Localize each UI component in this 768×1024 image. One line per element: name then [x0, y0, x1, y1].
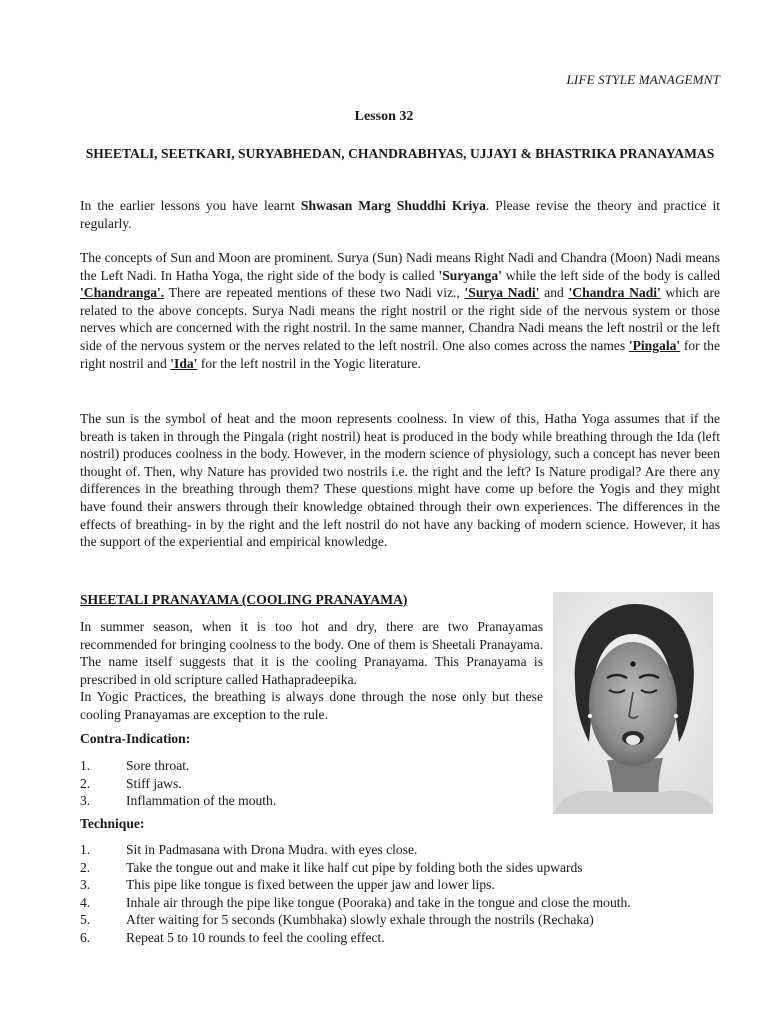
technique-heading: Technique:: [80, 816, 145, 831]
contra-indication-heading: Contra-Indication:: [80, 731, 191, 746]
list-item: 4. Inhale air through the pipe like tongue (Pooraka) and take in the tongue and close the mouth.: [80, 894, 631, 910]
list-item: 3. Inflammation of the mouth.: [80, 793, 277, 809]
page-title: SHEETALI, SEETKARI, SURYABHEDAN, CHANDRABHYAS, UJJAYI & BHASTRIKA PRANAYAMAS: [85, 146, 715, 161]
list-item: 6. Repeat 5 to 10 rounds to feel the cooling effect.: [80, 929, 385, 945]
list-item: 1. Sore throat.: [80, 758, 190, 773]
list-item: 2. Take the tongue out and make it like half cut pipe by folding both the sides upwards: [80, 859, 583, 875]
list-item: 5. After waiting for 5 seconds (Kumbhaka) slowly exhale through the nostrils (Rechaka): [80, 912, 594, 928]
concepts-paragraph: The concepts of Sun and Moon are prominent. Surya (Sun) Nadi means Right Nadi and Chandra (Moon) Nadi means the Left Nadi. In Hatha Yoga, the right side of the body is called 'Suryanga' while the left side of the body is called 'Chandranga'. There are repeated mentions of these two Nadi viz., 'Surya Nadi' and 'Chandra Nadi' which are related to the above concepts. Surya Nadi means the right nostril or the right side of the nervous system or those nerves which are concerned with the right nostril. In the same manner, Chandra Nadi means the left nostril or the left side of the nervous system or the nerves related to the left nostril. One also comes across the names 'Pingala' for the right nostril and 'Ida' for the left nostril in the Yogic literature.: [80, 250, 721, 371]
lesson-number: Lesson 32: [354, 109, 414, 124]
sun-moon-paragraph: The sun is the symbol of heat and the moon represents coolness. In view of this, Hatha Yoga assumes that if the breath is taken in through the Pingala (right nostril) heat is produced in the body while breathing through the Ida (left nostril) produces coolness in the body. However, in the modern science of physiology, such a concept has never been thought of. Then, why Nature has provided two nostrils i.e. the right and the left? Is Nature prodigal? Are there any differences in the breathing through them? These questions might have come up before the Yogis and they might have found their answers through their knowledge obtained through their own experiences. The differences in the effects of breathing- in by the right and the left nostril do not have any backing of modern science. However, it has the support of the experiential and empirical knowledge.: [80, 411, 720, 550]
contra-indication-list: [80, 757, 540, 810]
list-item: 1. Sit in Padmasana with Drona Mudra. with eyes close.: [80, 842, 418, 857]
list-item: 3. This pipe like tongue is fixed between the upper jaw and lower lips.: [80, 877, 495, 893]
sheetali-demonstration-photo: [553, 592, 713, 814]
running-header: LIFE STYLE MANAGEMNT: [566, 72, 720, 87]
list-item: 2. Stiff jaws.: [80, 775, 182, 791]
intro-paragraph: In the earlier lessons you have learnt Shwasan Marg Shuddhi Kriya. Please revise the theory and practice it regularly.: [80, 198, 721, 231]
sheetali-heading: SHEETALI PRANAYAMA (COOLING PRANAYAMA): [80, 592, 408, 607]
sheetali-intro-paragraph: In summer season, when it is too hot and dry, there are two Pranayamas recommended for bringing coolness to the body. One of them is Sheetali Pranayama. The name itself suggests that it is the cooling Pranayama. This Pranayama is prescribed in old scripture called Hathapradeepika. In Yogic Practices, the breathing is always done through the nose only but these cooling Pranayamas are exception to the rule.: [80, 619, 543, 722]
technique-list: [80, 841, 730, 947]
